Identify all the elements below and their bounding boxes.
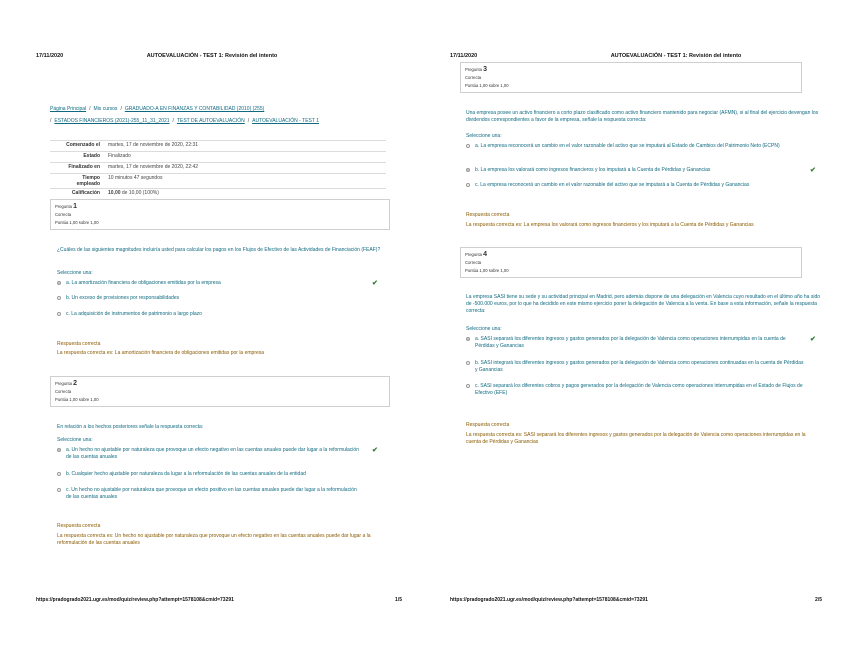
question-info-2 <box>50 376 390 407</box>
question-status: Correcta <box>465 260 482 265</box>
correct-check-icon: ✔ <box>810 336 816 343</box>
question-number-value: 1 <box>73 203 78 210</box>
correct-check-icon: ✔ <box>372 280 378 287</box>
select-prompt: Seleccione una: <box>57 270 93 276</box>
select-prompt: Seleccione una: <box>466 133 502 139</box>
breadcrumb-current[interactable]: AUTOEVALUACIÓN - TEST 1 <box>252 118 319 124</box>
answer-option-text: a. La amortización financiera de obligaciones emitidas por la empresa <box>66 280 221 286</box>
feedback-title: Respuesta correcta <box>466 212 510 218</box>
breadcrumb-subject[interactable]: ESTADOS FINANCIEROS (2021)-255_11_31_2021 <box>54 118 170 124</box>
page-footer <box>0 597 424 607</box>
question-number <box>55 203 385 211</box>
answer-option-text: a. SASI separará los diferentes ingresos y gastos generados por la delegación de Valencia como operaciones interrumpidas en la cuenta de Pérdidas y Ganancias <box>475 336 786 349</box>
grade-total: de 10,00 (100%) <box>120 190 159 196</box>
radio-button[interactable] <box>466 361 470 365</box>
select-prompt: Seleccione una: <box>57 437 93 443</box>
answer-option-a[interactable] <box>57 280 367 287</box>
answer-option-b[interactable] <box>57 471 362 478</box>
summary-label: Estado <box>50 152 106 163</box>
print-url: https://pradogrado2021.ugr.es/mod/quiz/review.php?attempt=1578108&cmid=73291 <box>36 597 234 603</box>
question-text: La empresa SASI tiene su sede y su actividad principal en Madrid, pero además dispone de una delegación en Valencia cuyo resultado en el último año ha sido de -500.000 euros, por lo que ha decidido en este mismo ejercicio poner la delegación de Valencia a la venta. En base a esta información, señale la respuesta correcta: <box>466 294 821 314</box>
answer-option-c[interactable] <box>466 182 806 189</box>
answer-option-b[interactable] <box>57 295 367 302</box>
summary-row-time <box>50 174 386 189</box>
summary-label: Finalizado en <box>50 163 106 174</box>
attempt-summary-table <box>50 140 386 200</box>
answer-option-a[interactable] <box>466 143 806 150</box>
summary-row-state <box>50 152 386 163</box>
summary-value: 10 minutos 47 segundos <box>106 174 386 189</box>
summary-value: martes, 17 de noviembre de 2020, 22:31 <box>106 141 386 152</box>
question-points: Puntúa 1,00 sobre 1,00 <box>465 83 509 88</box>
radio-button[interactable] <box>57 448 61 452</box>
answer-option-text: c. La adquisición de instrumentos de patrimonio a largo plazo <box>66 311 202 317</box>
summary-value <box>106 189 386 200</box>
print-title: AUTOEVALUACIÓN - TEST 1: Revisión del intento <box>146 53 278 59</box>
radio-button[interactable] <box>466 168 470 172</box>
feedback-title: Respuesta correcta <box>466 422 510 428</box>
radio-button[interactable] <box>466 384 470 388</box>
answer-option-text: b. La empresa los valorará como ingresos financieros y los imputará a la Cuenta de Pérdidas y Ganancias <box>475 167 711 173</box>
pdf-page-2 <box>424 0 848 655</box>
question-number <box>465 66 797 74</box>
summary-value: martes, 17 de noviembre de 2020, 22:42 <box>106 163 386 174</box>
answer-option-text: c. La empresa reconocerá un cambio en el valor razonable del activo que se imputará a la Cuenta de Pérdidas y Ganancias <box>475 182 750 188</box>
page-number: 1/5 <box>395 597 402 603</box>
page-header <box>0 53 424 63</box>
summary-row-grade <box>50 189 386 200</box>
question-label: Pregunta <box>55 381 72 386</box>
question-number-value: 2 <box>73 380 78 387</box>
summary-value: Finalizado <box>106 152 386 163</box>
grade-score: 10,00 <box>108 190 121 196</box>
question-status: Correcta <box>55 212 72 217</box>
question-number <box>55 380 385 388</box>
breadcrumb-courses: Mis cursos <box>93 106 118 112</box>
correct-check-icon: ✔ <box>372 447 378 454</box>
feedback-text: La respuesta correcta es: La empresa los valorará como ingresos financieros y los imputará a la Cuenta de Pérdidas y Ganancias <box>466 222 754 228</box>
question-label: Pregunta <box>465 67 482 72</box>
radio-button[interactable] <box>466 183 470 187</box>
question-status: Correcta <box>465 75 482 80</box>
question-text: Una empresa posee un activo financiero a corto plazo clasificado como activo financiero mantenido para negociar (AFMN), si al final del ejercicio devengan los dividendos correspondientes a favor de la empresa, señale la respuesta correcta: <box>466 110 819 123</box>
question-status: Correcta <box>55 389 72 394</box>
answer-option-a[interactable] <box>466 336 806 350</box>
question-points: Puntúa 1,00 sobre 1,00 <box>465 268 509 273</box>
answer-option-b[interactable] <box>466 167 806 174</box>
answer-option-text: c. SASI separará los diferentes cobros y pagos generados por la delegación de Valencia como operaciones interrumpidas en el Estado de Flujos de Efectivo (EFE) <box>475 383 803 396</box>
question-label: Pregunta <box>55 204 72 209</box>
radio-button[interactable] <box>57 296 61 300</box>
summary-row-started <box>50 141 386 152</box>
breadcrumb-degree[interactable]: GRADUADO-A EN FINANZAS Y CONTABILIDAD (2010) (255) <box>124 106 265 112</box>
answer-option-text: b. SASI integrará los diferentes ingresos y gastos generados por la delegación de Valencia como operaciones continuadas en la cuenta de Pérdidas y Ganancias <box>475 360 804 373</box>
question-info-1 <box>50 199 390 230</box>
breadcrumb-section[interactable]: TEST DE AUTOEVALUACIÓN <box>176 118 245 124</box>
radio-button[interactable] <box>466 144 470 148</box>
summary-label: Comenzado el <box>50 141 106 152</box>
feedback-text: La respuesta correcta es: SASI separará los diferentes ingresos y gastos generados por la delegación de Valencia como operaciones interrumpidas en la cuenta de Pérdidas y Ganancias <box>466 432 806 445</box>
answer-option-text: b. Un exceso de provisiones por responsabilidades <box>66 295 180 301</box>
answer-option-a[interactable] <box>57 447 362 461</box>
question-points: Puntúa 1,00 sobre 1,00 <box>55 220 99 225</box>
summary-row-finished <box>50 163 386 174</box>
summary-label-line: Tiempo <box>82 175 100 181</box>
print-url: https://pradogrado2021.ugr.es/mod/quiz/review.php?attempt=1578108&cmid=73291 <box>450 597 648 603</box>
question-points: Puntúa 1,00 sobre 1,00 <box>55 397 99 402</box>
radio-button[interactable] <box>57 488 61 492</box>
answer-option-c[interactable] <box>466 383 806 397</box>
radio-button[interactable] <box>57 472 61 476</box>
print-date: 17/11/2020 <box>36 53 64 59</box>
select-prompt: Seleccione una: <box>466 326 502 332</box>
answer-option-c[interactable] <box>57 487 362 501</box>
answer-option-text: a. Un hecho no ajustable por naturaleza que provoque un efecto negativo en las cuentas anuales puede dar lugar a la reformulación de las cuentas anuales <box>66 447 359 460</box>
feedback-text: La respuesta correcta es: Un hecho no ajustable por naturaleza que provoque un efecto negativo en las cuentas anuales puede dar lugar a la reformulación de las cuentas anuales <box>57 533 371 546</box>
print-date: 17/11/2020 <box>450 53 478 59</box>
question-text: ¿Cuáles de las siguientes magnitudes incluiría usted para calcular los pagos en los Flujos de Efectivo de las Actividades de Financiación (FEAF)? <box>57 247 381 253</box>
answer-option-text: a. La empresa reconocerá un cambio en el valor razonable del activo que se imputará al Estado de Cambios del Patrimonio Neto (ECPN) <box>475 143 780 149</box>
summary-label-line: empleado <box>76 181 100 187</box>
question-number <box>465 251 797 259</box>
question-number-value: 3 <box>483 66 488 73</box>
feedback-text: La respuesta correcta es: La amortización financiera de obligaciones emitidas por la empresa <box>57 350 265 356</box>
radio-button[interactable] <box>57 281 61 285</box>
answer-option-text: c. Un hecho no ajustable por naturaleza que provoque un efecto positivo en las cuentas anuales puede dar lugar a la reformulación de las cuentas anuales <box>66 487 357 500</box>
page-number: 2/5 <box>815 597 822 603</box>
summary-label <box>50 174 106 189</box>
question-number-value: 4 <box>483 251 488 258</box>
correct-check-icon: ✔ <box>810 167 816 174</box>
feedback-title: Respuesta correcta <box>57 341 101 347</box>
summary-label: Calificación <box>50 189 106 200</box>
radio-button[interactable] <box>466 337 470 341</box>
page-footer <box>424 597 848 607</box>
breadcrumb: Página Principal / Mis cursos / GRADUADO-A EN FINANZAS Y CONTABILIDAD (2010) (255) / ESTADOS FINANCIEROS (2021)-255_11_31_2021 / TEST DE AUTOEVALUACIÓN / AUTOEVALUACIÓN - TEST 1 <box>50 106 319 124</box>
breadcrumb-home[interactable]: Página Principal <box>50 106 87 112</box>
radio-button[interactable] <box>57 312 61 316</box>
print-title: AUTOEVALUACIÓN - TEST 1: Revisión del intento <box>610 53 742 59</box>
question-info-4 <box>460 247 802 278</box>
answer-option-c[interactable] <box>57 311 367 318</box>
answer-option-text: b. Cualquier hecho ajustable por naturaleza da lugar a la reformulación de las cuentas anuales de la entidad <box>66 471 306 477</box>
question-label: Pregunta <box>465 252 482 257</box>
feedback-title: Respuesta correcta <box>57 523 101 529</box>
question-info-3 <box>460 62 802 93</box>
answer-option-b[interactable] <box>466 360 806 374</box>
question-text: En relación a los hechos posteriores señale la respuesta correcta: <box>57 424 204 430</box>
